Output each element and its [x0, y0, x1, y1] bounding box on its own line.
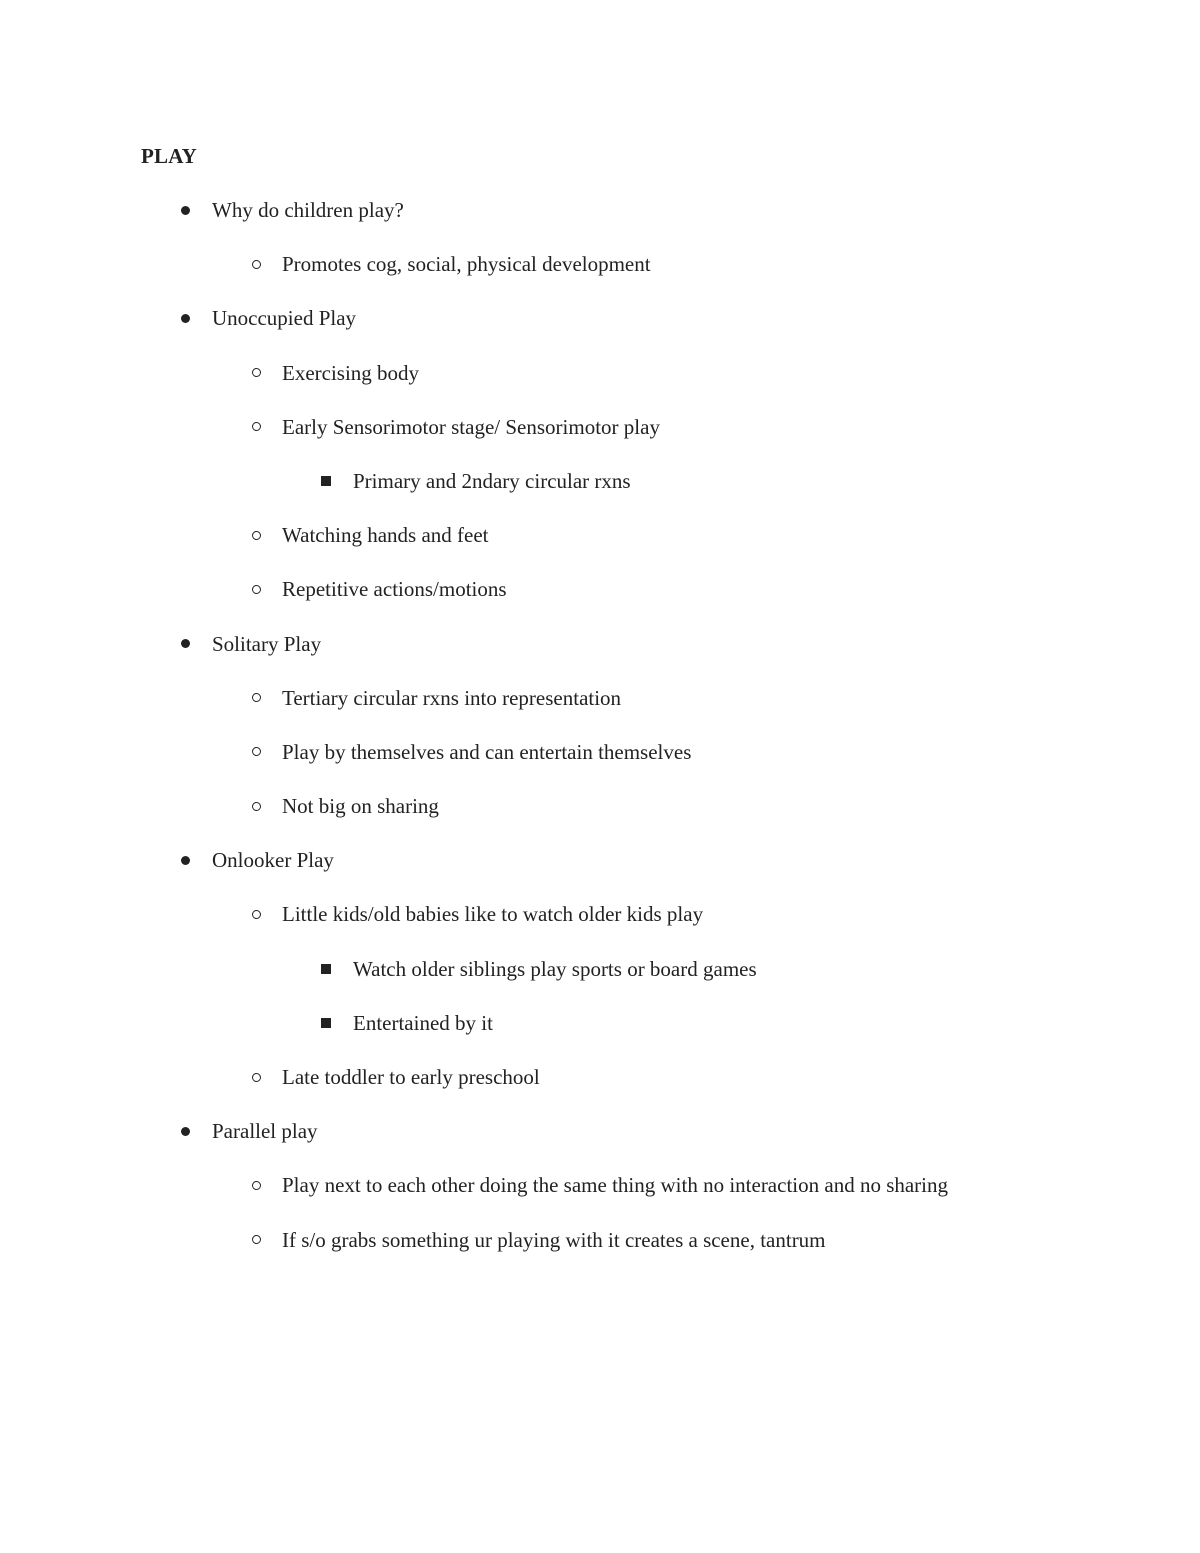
list-item-text: Onlooker Play	[212, 848, 334, 873]
list-item	[0, 249, 1200, 303]
list-item-text: Play by themselves and can entertain themselves	[282, 739, 692, 764]
hollow-circle-bullet-icon	[246, 358, 266, 388]
hollow-circle-bullet-icon	[246, 899, 266, 929]
hollow-circle-bullet-icon	[246, 249, 266, 279]
list-item-text: Play next to each other doing the same thing with no interaction and no sharing	[282, 1173, 949, 1198]
list-item	[0, 899, 1200, 953]
list-item	[0, 303, 1200, 357]
filled-circle-bullet-icon	[175, 195, 195, 225]
bullet-outline	[0, 195, 1200, 1279]
hollow-circle-bullet-icon	[246, 1062, 266, 1092]
list-item	[0, 737, 1200, 791]
filled-circle-bullet-icon	[175, 629, 195, 659]
list-item	[0, 791, 1200, 845]
list-item-text: Unoccupied Play	[212, 306, 357, 331]
filled-square-bullet-icon	[316, 466, 336, 496]
hollow-circle-bullet-icon	[246, 1225, 266, 1255]
list-item-text: Primary and 2ndary circular rxns	[353, 468, 631, 493]
hollow-circle-bullet-icon	[246, 574, 266, 604]
filled-square-bullet-icon	[316, 954, 336, 984]
list-item-text: Not big on sharing	[282, 794, 439, 819]
list-item	[0, 520, 1200, 574]
list-item-text: Solitary Play	[212, 631, 322, 656]
list-item-text: Why do children play?	[212, 198, 404, 222]
list-item	[0, 1008, 1200, 1062]
list-item	[0, 954, 1200, 1008]
filled-circle-bullet-icon	[175, 845, 195, 875]
list-item-text: Tertiary circular rxns into representation	[282, 685, 622, 710]
hollow-circle-bullet-icon	[246, 683, 266, 713]
list-item	[0, 1062, 1200, 1116]
list-item	[0, 195, 1200, 249]
hollow-circle-bullet-icon	[246, 520, 266, 550]
list-item-text: Early Sensorimotor stage/ Sensorimotor play	[282, 414, 660, 439]
list-item-text: Little kids/old babies like to watch older kids play	[282, 902, 704, 927]
list-item-text: Entertained by it	[353, 1010, 493, 1035]
list-item-text: Watching hands and feet	[282, 523, 489, 548]
list-item-text: Exercising body	[282, 360, 420, 385]
hollow-circle-bullet-icon	[246, 412, 266, 442]
hollow-circle-bullet-icon	[246, 1170, 266, 1200]
filled-circle-bullet-icon	[175, 303, 195, 333]
filled-square-bullet-icon	[316, 1008, 336, 1038]
list-item	[0, 845, 1200, 899]
page-title: PLAY	[141, 144, 198, 168]
list-item	[0, 412, 1200, 466]
list-item	[0, 629, 1200, 683]
list-item-text: If s/o grabs something ur playing with it creates a scene, tantrum	[282, 1227, 826, 1252]
list-item-text: Parallel play	[212, 1119, 318, 1144]
list-item-text: Watch older siblings play sports or board games	[353, 956, 757, 981]
list-item	[0, 1170, 1200, 1224]
list-item	[0, 1225, 1200, 1279]
hollow-circle-bullet-icon	[246, 791, 266, 821]
list-item	[0, 358, 1200, 412]
list-item	[0, 683, 1200, 737]
list-item-text: Repetitive actions/motions	[282, 577, 507, 602]
list-item-text: Late toddler to early preschool	[282, 1065, 540, 1089]
filled-circle-bullet-icon	[175, 1116, 195, 1146]
hollow-circle-bullet-icon	[246, 737, 266, 767]
list-item	[0, 574, 1200, 628]
list-item	[0, 1116, 1200, 1170]
list-item	[0, 466, 1200, 520]
list-item-text: Promotes cog, social, physical development	[282, 252, 651, 277]
